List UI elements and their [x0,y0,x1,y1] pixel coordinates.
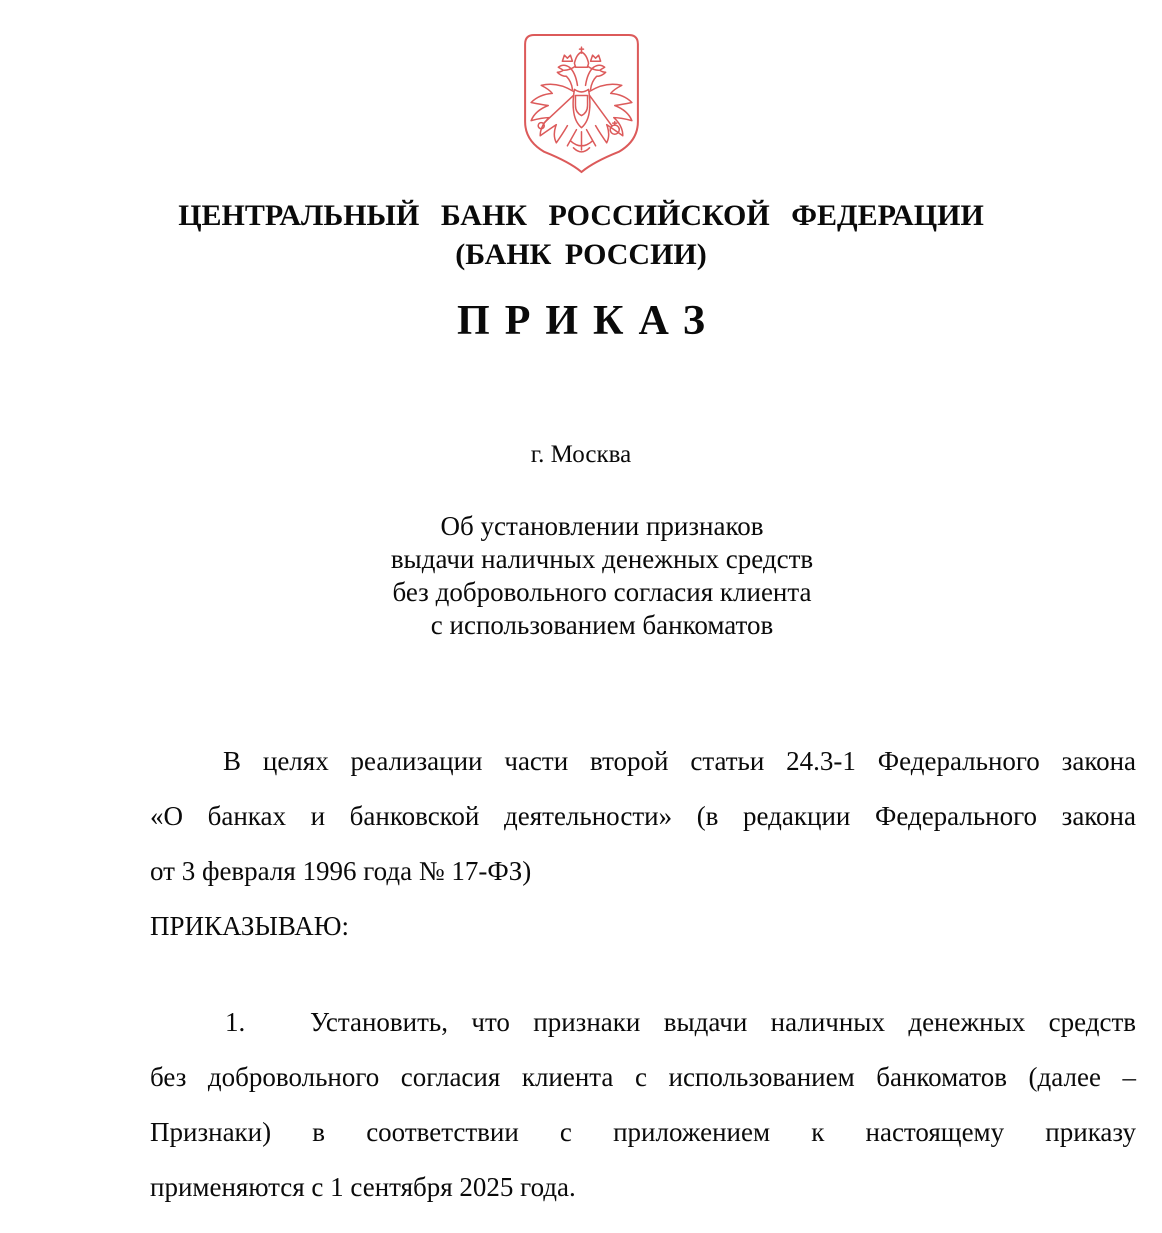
preamble-line-2: «О банках и банковской деятельности» (в редакции Федерального закона [150,801,1136,831]
preamble-line-3: от 3 февраля 1996 года № 17-ФЗ) [150,856,532,886]
body-text [150,734,1136,1215]
document-type-title: ПРИКАЗ [457,298,720,344]
item-1-text: Установить, что признаки выдачи наличных денежных средств [310,1007,1136,1037]
preamble-line-1: В целях реализации части второй статьи 24.3-1 Федерального закона [223,746,1136,776]
org-name-line-2: (БАНК РОССИИ) [455,238,707,271]
place-line: г. Москва [530,441,632,468]
item-1-line-4: применяются с 1 сентября 2025 года. [150,1172,576,1202]
subject-line-3: без добровольного согласия клиента [392,577,812,607]
item-1-number: 1. [225,1007,246,1037]
bank-of-russia-order-document [0,33,1162,1233]
subject-block [21,510,1162,642]
organization-name [0,196,1162,274]
org-name-line-1: ЦЕНТРАЛЬНЫЙ БАНК РОССИЙСКОЙ ФЕДЕРАЦИИ [178,199,984,232]
double-headed-eagle-icon [521,33,642,174]
subject-line-1: Об установлении признаков [440,511,764,541]
subject-line-4: с использованием банкоматов [430,610,774,640]
item-1-line-1 [150,995,1136,1050]
subject-line-2: выдачи наличных денежных средств [390,544,814,574]
item-1-line-2: без добровольного согласия клиента с использованием банкоматов (далее – [150,1062,1136,1092]
decree-word: ПРИКАЗЫВАЮ: [150,911,349,941]
coat-of-arms-emblem [521,33,642,174]
item-1-line-3: Признаки) в соответствии с приложением к настоящему приказу [150,1117,1136,1147]
